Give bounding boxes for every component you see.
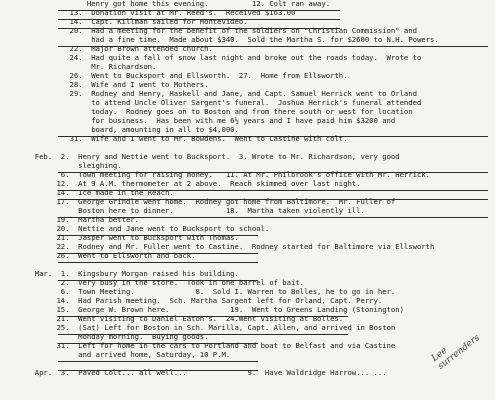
diary-line: for business. Has been with me 6½ years and I have paid him $3200 and [0, 116, 396, 125]
separator-line [58, 10, 340, 11]
diary-line: 26. Went to Ellsworth and back. [0, 251, 196, 260]
separator-line [58, 28, 340, 29]
diary-line: 28. Wife and I went to Mothers. [0, 80, 209, 89]
diary-line: Mar. 1. Kingsbury Morgan raised his building. [0, 269, 239, 278]
margin-note: Lee surrenders [430, 333, 482, 372]
diary-line: and arrived home, Saturday, 10 P.M. [0, 350, 231, 359]
diary-line: 31. Wife and I went to Mr. Bowdens. Went to Castine with colt. [0, 134, 348, 143]
diary-line: 20. Nettie and Jane went to Bucksport to school. [0, 224, 270, 233]
diary-line: Monday morning. Buying goods. [0, 332, 209, 341]
diary-line: Apr. 3. Paved Colt... all well... 9. Have Waldridge Harrow... ... [0, 368, 387, 377]
diary-line: 25. (Sat) Left for Boston in Sch. Marilla, Capt. Allen, and arrived in Boston [0, 323, 396, 332]
diary-line: 21. Went visiting to Daniel Eaton's. 24.Went visiting at Bolles. [0, 314, 344, 323]
diary-line: 20. Had a meeting for the benefit of the soldiers on "Christian Commission" and [0, 26, 417, 35]
diary-line: to attend Uncle Oliver Sargent's funeral. Joshua Herrick's funeral attended [0, 98, 422, 107]
diary-line: Henry got home this evening. 12. Colt ran away. [0, 0, 331, 8]
diary-line: 26. Went to Bucksport and Ellsworth. 27. Home from Ellsworth. [0, 71, 348, 80]
diary-line: 19. Martha better. [0, 215, 139, 224]
diary-line: 22. Major Brown attended church. [0, 44, 213, 53]
diary-line: 14. Ice made in the Reach. [0, 188, 174, 197]
diary-line: 2. Very busy in the store. Took in one barrel of bait. [0, 278, 305, 287]
diary-line: sleighing. [0, 161, 122, 170]
separator-line [58, 19, 340, 20]
separator-line [58, 361, 258, 362]
separator-line [58, 316, 348, 317]
separator-line [58, 217, 488, 218]
separator-line [58, 253, 258, 254]
diary-line: 29. Rodney and Henry, Haskell and Jane, and Capt. Samuel Herrick went to Orland [0, 89, 417, 98]
diary-line: 15. George W. Brown here. 19. Went to Greens Landing (Stonington) [0, 305, 404, 314]
diary-line: today. Rodney goes on to Boston and from there south or west for location [0, 107, 413, 116]
diary-line: 6. Town meeting for raising money. 11. At Mr. Philbrook's office with Mr. Herrick. [0, 170, 430, 179]
diary-line: board, amounting in all to $4,000. [0, 125, 239, 134]
separator-line [58, 334, 348, 335]
separator-line [58, 262, 258, 263]
diary-line: Mr. Richardson. [0, 62, 157, 71]
diary-line: 21. Jasper went to Bucksport with Thomas. [0, 233, 239, 242]
separator-line [58, 370, 258, 371]
separator-line [58, 280, 258, 281]
diary-line: 13. Donation visit at Mr. Reed's. Received $163.00 [0, 8, 296, 17]
separator-line [58, 343, 258, 344]
separator-line [58, 235, 258, 236]
separator-line [58, 190, 488, 191]
separator-line [58, 46, 488, 47]
separator-line [58, 136, 488, 137]
separator-line [58, 199, 488, 200]
diary-line: 22. Rodney and Mr. Fuller went to Castine. Rodney started for Baltimore via Ellsworth [0, 242, 435, 251]
separator-line [58, 172, 488, 173]
diary-line: Boston here to dinner. 18. Martha taken violently ill. [0, 206, 365, 215]
diary-line: 14. Had Parish meeting. Sch. Martha Sargent left for Orland, Capt. Perry. [0, 296, 383, 305]
diary-line: 24. Had quite a fall of snow last night and broke out the roads today. Wrote to [0, 53, 422, 62]
diary-line: 31. Left for home in the cars to Portland and boat to Belfast and via Castine [0, 341, 396, 350]
diary-line: Feb. 2. Henry and Nettie went to Bucksport. 3. Wrote to Mr. Richardson, very good [0, 152, 400, 161]
diary-line: 14. Capt. Killman sailed for Montevideo. [0, 17, 248, 26]
diary-line: 12. At 9 A.M. thermometer at 2 above. Reach skimmed over last night. [0, 179, 361, 188]
diary-line: 17. George Grindle went home. Rodney got home from Baltimore. Mr. Fuller of [0, 197, 396, 206]
diary-line: had a fine time. Made about $340. Sold the Martha S. for $2600 to N.H. Powers. [0, 35, 439, 44]
diary-line: 6. Town Meeting. 8. Sold I. Warren to Bolles, he to go in her. [0, 287, 396, 296]
